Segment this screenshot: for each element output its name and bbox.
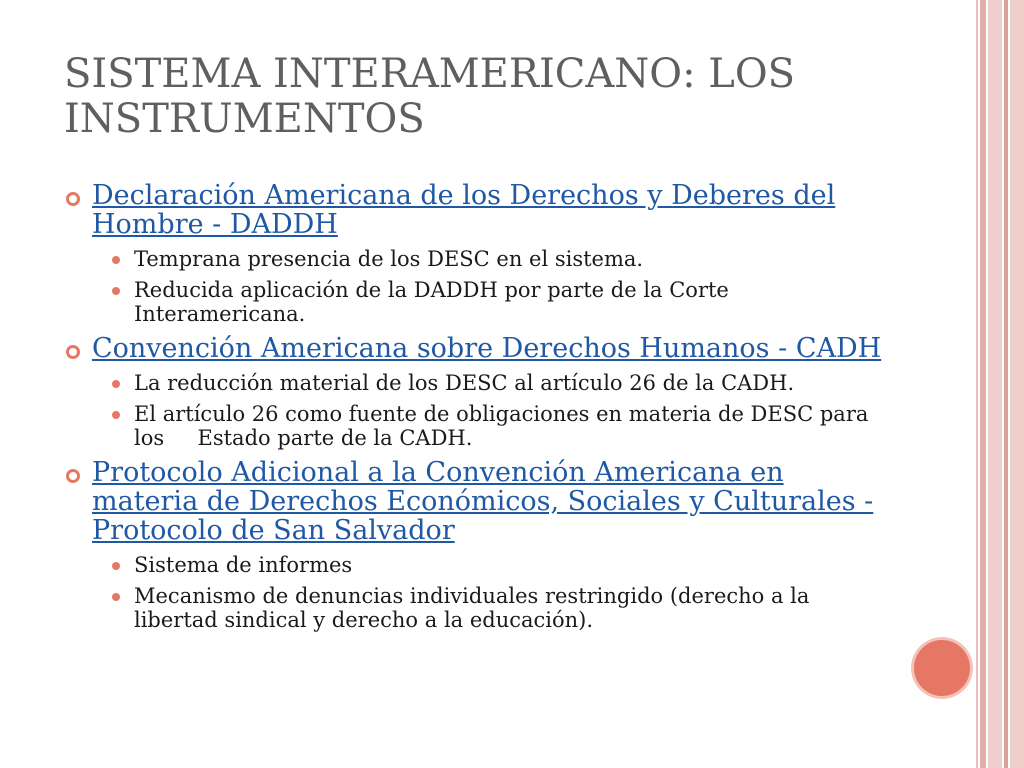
sub-list-item: Temprana presencia de los DESC en el sistema. (92, 247, 884, 271)
sub-list-item: Reducida aplicación de la DADDH por parte de la Corte Interamericana. (92, 278, 884, 326)
sub-list (92, 371, 884, 450)
slide-title: SISTEMA INTERAMERICANO: LOS INSTRUMENTOS (64, 51, 796, 142)
sub-list (92, 553, 884, 632)
cadh-link[interactable]: Convención Americana sobre Derechos Humanos - CADH (92, 333, 882, 364)
daddh-link[interactable]: Declaración Americana de los Derechos y Deberes del Hombre - DADDH (92, 180, 836, 240)
protocolo-san-salvador-link[interactable]: Protocolo Adicional a la Convención Americana en materia de Derechos Económicos, Sociales y Culturales - Protocolo de San Salvador (92, 457, 874, 546)
ring-bullet-icon (66, 192, 80, 206)
ring-bullet-icon (66, 469, 80, 483)
decorative-stripe (1004, 0, 1008, 768)
list-item (64, 458, 884, 632)
sub-list-item: La reducción material de los DESC al artículo 26 de la CADH. (92, 371, 884, 395)
dot-bullet-icon (112, 380, 120, 388)
sub-list (92, 247, 884, 326)
dot-bullet-icon (112, 593, 120, 601)
sub-list-item: Sistema de informes (92, 553, 884, 577)
list-item (64, 334, 884, 450)
decorative-circle (914, 640, 970, 696)
ring-bullet-icon (66, 345, 80, 359)
list-item (64, 181, 884, 326)
dot-bullet-icon (112, 562, 120, 570)
sub-list-item: El artículo 26 como fuente de obligaciones en materia de DESC para los Estado parte de la CADH. (92, 402, 884, 450)
dot-bullet-icon (112, 411, 120, 419)
decorative-stripe (976, 0, 978, 768)
decorative-stripe (988, 0, 1002, 768)
dot-bullet-icon (112, 287, 120, 295)
sub-list-item: Mecanismo de denuncias individuales restringido (derecho a la libertad sindical y derecho a la educación). (92, 584, 884, 632)
decorative-stripe (980, 0, 986, 768)
slide-content (64, 181, 884, 640)
decorative-stripe (1010, 0, 1024, 768)
dot-bullet-icon (112, 256, 120, 264)
